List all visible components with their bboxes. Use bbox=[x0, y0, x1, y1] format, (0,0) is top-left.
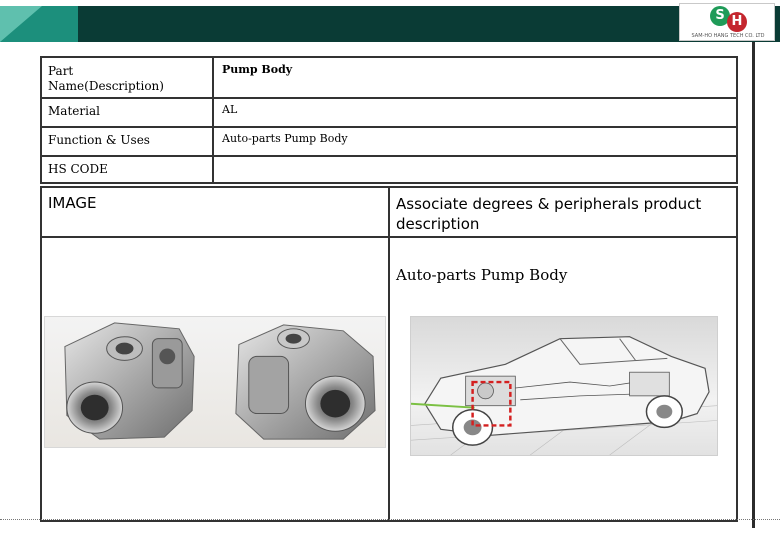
part-name-value: Pump Body bbox=[222, 63, 293, 76]
bottom-dotted-line bbox=[0, 519, 780, 520]
car-cutaway-diagram bbox=[410, 316, 718, 456]
part-name-label-line1: Part bbox=[48, 64, 74, 78]
associate-title: Associate degrees & peripherals product description bbox=[396, 195, 702, 233]
company-logo bbox=[679, 3, 775, 41]
material-label: Material bbox=[42, 99, 214, 126]
logo-letter-h: H bbox=[727, 12, 747, 32]
table-row bbox=[42, 58, 736, 99]
part-name-label bbox=[42, 58, 214, 97]
part-info-table bbox=[40, 56, 738, 184]
header-accent bbox=[0, 6, 78, 42]
pump-part-right bbox=[236, 325, 375, 439]
logo-letter-s: S bbox=[710, 6, 730, 26]
logo-company-name: SAM-HO HANG TECH CO. LTD bbox=[691, 33, 765, 39]
pump-part-left bbox=[65, 323, 194, 439]
image-section bbox=[40, 186, 738, 522]
table-row bbox=[42, 128, 736, 157]
function-label: Function & Uses bbox=[42, 128, 214, 155]
table-row bbox=[42, 157, 736, 182]
header-divider bbox=[42, 236, 736, 238]
material-value: AL bbox=[222, 103, 238, 116]
image-title: IMAGE bbox=[48, 194, 97, 212]
header-band bbox=[0, 6, 780, 42]
pump-body-illustration bbox=[45, 317, 385, 447]
table-row bbox=[42, 99, 736, 128]
part-name-label-line2: Name(Description) bbox=[48, 79, 164, 93]
right-border-strip bbox=[752, 42, 755, 528]
hs-code-label: HS CODE bbox=[42, 157, 214, 182]
associate-description: Auto-parts Pump Body bbox=[396, 266, 568, 284]
pump-body-photo bbox=[44, 316, 386, 448]
function-value: Auto-parts Pump Body bbox=[222, 132, 348, 145]
hs-code-value bbox=[216, 157, 736, 182]
car-illustration bbox=[411, 317, 717, 455]
